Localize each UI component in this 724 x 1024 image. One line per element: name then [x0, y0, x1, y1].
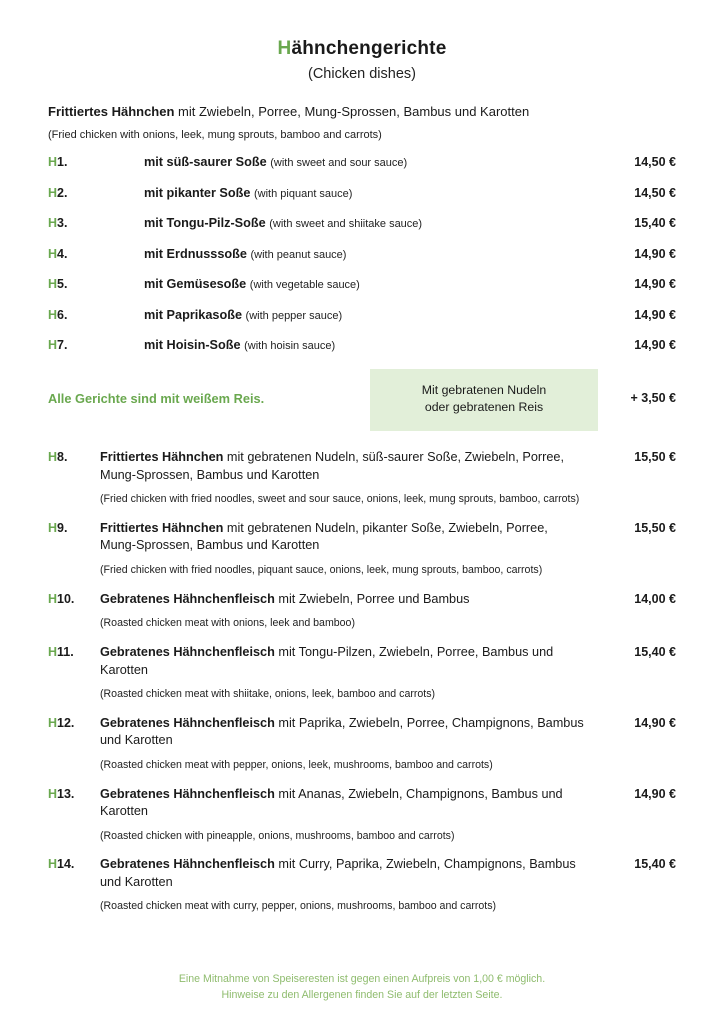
menu-item-row: [48, 644, 676, 711]
item-description-en: (with hoisin sauce): [244, 340, 336, 352]
item-body: [100, 644, 598, 711]
noodle-upgrade-price: + 3,50 €: [630, 390, 676, 405]
item-code-number: 10.: [57, 591, 75, 606]
item-code-prefix: H: [48, 338, 58, 352]
item-price: 14,90 €: [634, 277, 676, 291]
item-code-number: 6.: [57, 307, 68, 322]
item-description-en: (with vegetable sauce): [249, 279, 360, 291]
item-description-en: (Fried chicken with fried noodles, piquant sauce, onions, leek, mung sprouts, bamboo, carrots): [100, 563, 543, 576]
menu-item-row: [48, 449, 676, 516]
item-price: 14,90 €: [634, 338, 676, 352]
item-code: [48, 592, 100, 606]
item-description: [100, 308, 598, 322]
item-description-en: (Roasted chicken meat with curry, pepper, onions, mushrooms, bamboo and carrots): [100, 900, 497, 913]
item-description-de-rest: mit Ananas, Zwiebeln, Champignons, Bambus und Karotten: [100, 786, 563, 819]
item-description-en: (with sweet and shiitake sauce): [269, 218, 423, 230]
section-intro-de: [48, 104, 676, 119]
item-description-en: (with sweet and sour sauce): [270, 157, 408, 169]
item-code-number: 11.: [57, 645, 74, 660]
item-body: [100, 591, 598, 640]
item-description-de: mit Gemüsesoße: [144, 277, 247, 291]
item-description: [100, 186, 598, 200]
item-description-de: [100, 449, 586, 484]
item-code-number: 7.: [57, 338, 68, 352]
item-description-de: [100, 786, 586, 821]
item-price: 15,40 €: [634, 645, 676, 660]
menu-item-row: [48, 591, 676, 640]
item-price: 14,90 €: [634, 786, 676, 801]
menu-item-row: [48, 247, 676, 261]
item-description: [100, 338, 598, 352]
item-code: [48, 308, 100, 322]
section-intro-en: (Fried chicken with onions, leek, mung sprouts, bamboo and carrots): [48, 129, 382, 141]
item-description-de-bold: Frittiertes Hähnchen: [100, 450, 224, 465]
page-title-rest: ähnchengerichte: [291, 38, 447, 59]
item-description-de-bold: Gebratenes Hähnchenfleisch: [100, 715, 275, 730]
item-description-de: [100, 856, 586, 891]
item-description-en: (Roasted chicken meat with onions, leek and bamboo): [100, 617, 355, 630]
item-description-de-rest: mit Paprika, Zwiebeln, Porree, Champignons, Bambus und Karotten: [100, 715, 584, 748]
item-code: [48, 521, 100, 535]
item-description-en: (with peanut sauce): [250, 248, 347, 261]
menu-item-row: [48, 186, 676, 200]
item-price: 14,90 €: [634, 246, 676, 261]
item-price: 14,90 €: [634, 307, 676, 322]
item-code: [48, 155, 100, 169]
page-footer: [0, 972, 724, 1004]
item-code-prefix: H: [48, 307, 58, 322]
item-description-en: (Roasted chicken with pineapple, onions, mushrooms, bamboo and carrots): [100, 829, 455, 842]
item-description-de-rest: mit Curry, Paprika, Zwiebeln, Champignons, Bambus und Karotten: [100, 857, 576, 889]
noodle-upgrade-box: [370, 369, 598, 432]
item-description-de: mit süß-saurer Soße: [144, 155, 267, 169]
item-description: [100, 247, 598, 261]
section-intro-de-bold: Frittiertes Hähnchen: [48, 104, 175, 119]
item-code-number: 4.: [57, 246, 68, 261]
section-intro-de-rest: mit Zwiebeln, Porree, Mung-Sprossen, Bambus und Karotten: [174, 104, 530, 119]
item-code-number: 1.: [57, 155, 68, 169]
menu-item-row: [48, 216, 676, 230]
item-code-prefix: H: [48, 520, 58, 535]
menu-item-row: [48, 277, 676, 291]
item-description-de: [100, 591, 586, 609]
page-subtitle: (Chicken dishes): [308, 66, 416, 82]
item-price: 15,50 €: [634, 450, 676, 465]
item-code-prefix: H: [48, 246, 58, 261]
item-price: 15,40 €: [634, 857, 676, 872]
item-description: [100, 216, 598, 230]
item-code-prefix: H: [48, 591, 58, 606]
item-price: 15,50 €: [634, 520, 676, 535]
item-code: [48, 247, 100, 261]
item-description-de: mit Erdnusssoße: [144, 246, 247, 261]
page-title: [48, 38, 676, 60]
item-description-de-bold: Gebratenes Hähnchenfleisch: [100, 857, 275, 872]
menu-item-row: [48, 786, 676, 853]
item-code: [48, 338, 100, 352]
item-code: [48, 716, 100, 730]
item-description-de: mit Hoisin-Soße: [144, 338, 241, 352]
item-code-prefix: H: [48, 277, 58, 291]
item-description-de-bold: Gebratenes Hähnchenfleisch: [100, 645, 275, 660]
item-description-de-rest: mit gebratenen Nudeln, süß-saurer Soße, Zwiebeln, Porree, Mung-Sprossen, Bambus und Karotten: [100, 450, 564, 482]
item-body: [100, 715, 598, 782]
item-code: [48, 450, 100, 464]
menu-item-row: [48, 520, 676, 587]
item-code-number: 5.: [57, 277, 68, 291]
item-price: 14,50 €: [634, 155, 676, 169]
item-description-de-bold: Gebratenes Hähnchenfleisch: [100, 591, 275, 606]
item-description-de: [100, 644, 586, 679]
page-title-accent-letter: H: [277, 38, 292, 59]
item-price: 15,40 €: [634, 216, 676, 230]
footer-line-allergens: Hinweise zu den Allergenen finden Sie auf der letzten Seite.: [221, 989, 503, 1002]
item-description-de: mit Paprikasoße: [144, 307, 243, 322]
item-price: 14,90 €: [634, 715, 676, 730]
rice-note-banner: [48, 369, 676, 432]
item-code-prefix: H: [48, 645, 58, 660]
item-body: [100, 449, 598, 516]
item-code: [48, 216, 100, 230]
item-body: [100, 786, 598, 853]
item-description: [100, 155, 598, 169]
item-code-number: 14.: [57, 857, 75, 872]
menu-item-row: [48, 338, 676, 352]
item-code-prefix: H: [48, 216, 58, 230]
item-description-de-bold: Gebratenes Hähnchenfleisch: [100, 786, 275, 801]
item-code-number: 8.: [57, 450, 68, 465]
item-description-de-rest: mit Tongu-Pilzen, Zwiebeln, Porree, Bambus und Karotten: [100, 645, 554, 677]
item-code-number: 12.: [57, 715, 75, 730]
item-description-de-rest: mit gebratenen Nudeln, pikanter Soße, Zwiebeln, Porree, Mung-Sprossen, Bambus und Karotten: [100, 520, 548, 553]
menu-item-row: [48, 308, 676, 322]
item-description-de: mit pikanter Soße: [144, 185, 251, 200]
item-description-en: (with pepper sauce): [245, 309, 343, 322]
item-description-en: (Roasted chicken meat with shiitake, onions, leek, bamboo and carrots): [100, 688, 436, 701]
item-code-number: 3.: [57, 216, 68, 230]
item-code: [48, 277, 100, 291]
footer-line-takeaway: Eine Mitnahme von Speiseresten ist gegen einen Aufpreis von 1,00 € möglich.: [178, 973, 546, 986]
item-code: [48, 787, 100, 801]
item-code-number: 2.: [57, 185, 68, 200]
item-code-number: 13.: [57, 786, 75, 801]
item-code-prefix: H: [48, 155, 58, 169]
menu-item-row: [48, 856, 676, 923]
item-description-de-bold: Frittiertes Hähnchen: [100, 520, 224, 535]
noodle-upgrade-line2: oder gebratenen Reis: [424, 400, 544, 415]
item-code-prefix: H: [48, 786, 58, 801]
item-description-en: (Fried chicken with fried noodles, sweet and sour sauce, onions, leek, mung sprouts, bamboo, carrots): [100, 493, 580, 506]
item-description-en: (Roasted chicken meat with pepper, onions, leek, mushrooms, bamboo and carrots): [100, 758, 493, 771]
rice-note-text: Alle Gerichte sind mit weißem Reis.: [48, 390, 265, 406]
item-description-de: mit Tongu-Pilz-Soße: [144, 216, 266, 230]
item-code: [48, 857, 100, 871]
item-code-prefix: H: [48, 857, 58, 872]
item-code-prefix: H: [48, 450, 58, 465]
item-code-prefix: H: [48, 715, 58, 730]
item-description-de-rest: mit Zwiebeln, Porree und Bambus: [274, 591, 470, 606]
item-code-prefix: H: [48, 185, 58, 200]
item-body: [100, 856, 598, 923]
item-price: 14,00 €: [634, 591, 676, 606]
noodle-upgrade-line1: Mit gebratenen Nudeln: [421, 382, 547, 397]
item-body: [100, 520, 598, 587]
menu-item-row: [48, 715, 676, 782]
item-description: [100, 277, 598, 291]
item-description-de: [100, 715, 586, 750]
menu-item-row: [48, 155, 676, 169]
item-description-en: (with piquant sauce): [254, 187, 353, 200]
item-description-de: [100, 520, 586, 555]
item-code: [48, 645, 100, 659]
item-price: 14,50 €: [634, 185, 676, 200]
item-code-number: 9.: [57, 520, 68, 535]
item-code: [48, 186, 100, 200]
